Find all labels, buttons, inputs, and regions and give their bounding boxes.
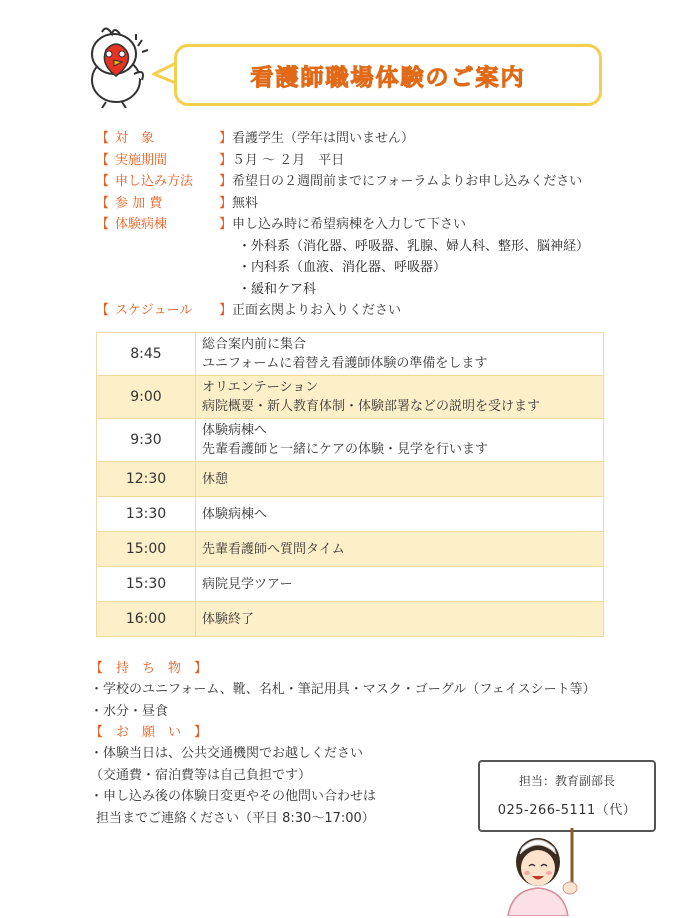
schedule-row bbox=[97, 567, 604, 602]
requests-item: ・体験当日は、公共交通機関でお越しください bbox=[90, 746, 364, 762]
schedule-time: 9:30 bbox=[97, 419, 196, 462]
schedule-row bbox=[97, 419, 604, 462]
mascot-bird-icon bbox=[76, 24, 160, 108]
ward-value: 申し込み時に希望病棟を入力して下さい bbox=[232, 217, 467, 233]
schedule-row bbox=[97, 462, 604, 497]
info-row-schedule: 【 スケジュール 】 正面玄関よりお入りください bbox=[96, 298, 589, 320]
requests-item: 担当までご連絡ください（平日 8:30～17:00） bbox=[96, 810, 375, 826]
apply-label: 申し込み方法 bbox=[115, 174, 194, 190]
period-label: 実施期間 bbox=[115, 152, 168, 168]
schedule-desc: ユニフォームに着替え看護師体験の準備をします bbox=[202, 356, 488, 371]
info-row-apply: 【 申し込み方法 】 希望日の２週間前までにフォーラムよりお申し込みください bbox=[96, 169, 589, 191]
contact-phone[interactable]: 025-266-5111（代） bbox=[497, 803, 637, 818]
schedule-time: 16:00 bbox=[97, 602, 196, 637]
schedule-time: 15:30 bbox=[97, 567, 196, 602]
schedule-desc: 休憩 bbox=[196, 462, 604, 497]
requests-item: （交通費・宿泊費等は自己負担です） bbox=[90, 767, 312, 783]
period-value: ５月 ～ ２月 平日 bbox=[232, 152, 345, 168]
schedule-desc: 先輩看護師と一緒にケアの体験・見学を行います bbox=[202, 442, 489, 457]
info-row-ward: 【 体験病棟 】 申し込み時に希望病棟を入力して下さい bbox=[96, 212, 589, 234]
schedule-label: スケジュール bbox=[115, 303, 193, 319]
info-row-target: 【 対 象 】 看護学生（学年は問いません） bbox=[96, 126, 589, 148]
belongings-item: ・学校のユニフォーム、靴、名札・筆記用具・マスク・ゴーグル（フェイスシート等） bbox=[90, 682, 596, 698]
schedule-row bbox=[97, 602, 604, 637]
schedule-desc: オリエンテーション bbox=[202, 380, 319, 395]
contact-person: 担当：教育副部長 bbox=[518, 774, 615, 788]
schedule-time: 9:00 bbox=[97, 376, 196, 419]
title-banner bbox=[174, 44, 602, 106]
schedule-row bbox=[97, 333, 604, 376]
schedule-time: 12:30 bbox=[97, 462, 196, 497]
schedule-time: 15:00 bbox=[97, 532, 196, 567]
schedule-time: 13:30 bbox=[97, 497, 196, 532]
schedule-desc: 体験病棟へ bbox=[202, 423, 268, 438]
apply-value: 希望日の２週間前までにフォーラムよりお申し込みください bbox=[232, 174, 583, 190]
schedule-table bbox=[96, 332, 604, 637]
fee-value: 無料 bbox=[232, 195, 259, 211]
info-row-fee: 【 参 加 費 】 無料 bbox=[96, 191, 589, 213]
page-title: 看護師職場体験のご案内 bbox=[250, 64, 526, 91]
ward-item: ・内科系（血液、消化器、呼吸器） bbox=[238, 260, 447, 276]
info-section bbox=[96, 126, 589, 320]
nurse-illustration-icon bbox=[498, 828, 608, 916]
target-label: 対 象 bbox=[115, 131, 155, 147]
info-row-period: 【 実施期間 】 ５月 ～ ２月 平日 bbox=[96, 148, 589, 170]
schedule-desc: 先輩看護師へ質問タイム bbox=[196, 532, 604, 567]
schedule-desc: 体験病棟へ bbox=[196, 497, 604, 532]
belongings-heading: 【 持 ち 物 】 bbox=[90, 661, 208, 676]
schedule-row bbox=[97, 532, 604, 567]
schedule-desc: 病院見学ツアー bbox=[196, 567, 604, 602]
fee-label: 参 加 費 bbox=[115, 195, 163, 211]
belongings-item: ・水分・昼食 bbox=[90, 703, 169, 719]
target-value: 看護学生（学年は問いません） bbox=[232, 131, 415, 147]
contact-sign bbox=[478, 760, 656, 832]
schedule-row bbox=[97, 376, 604, 419]
schedule-desc: 体験終了 bbox=[196, 602, 604, 637]
requests-heading: 【 お 願 い 】 bbox=[90, 725, 208, 740]
schedule-desc: 総合案内前に集合 bbox=[202, 337, 307, 352]
ward-label: 体験病棟 bbox=[115, 217, 168, 233]
ward-item: ・緩和ケア科 bbox=[238, 281, 317, 297]
requests-item: ・申し込み後の体験日変更やその他問い合わせは bbox=[90, 789, 377, 805]
ward-item: ・外科系（消化器、呼吸器、乳腺、婦人科、整形、脳神経） bbox=[238, 238, 590, 254]
schedule-value: 正面玄関よりお入りください bbox=[232, 303, 402, 319]
schedule-time: 8:45 bbox=[97, 333, 196, 376]
schedule-row bbox=[97, 497, 604, 532]
schedule-desc: 病院概要・新人教育体制・体験部署などの説明を受けます bbox=[202, 399, 541, 414]
